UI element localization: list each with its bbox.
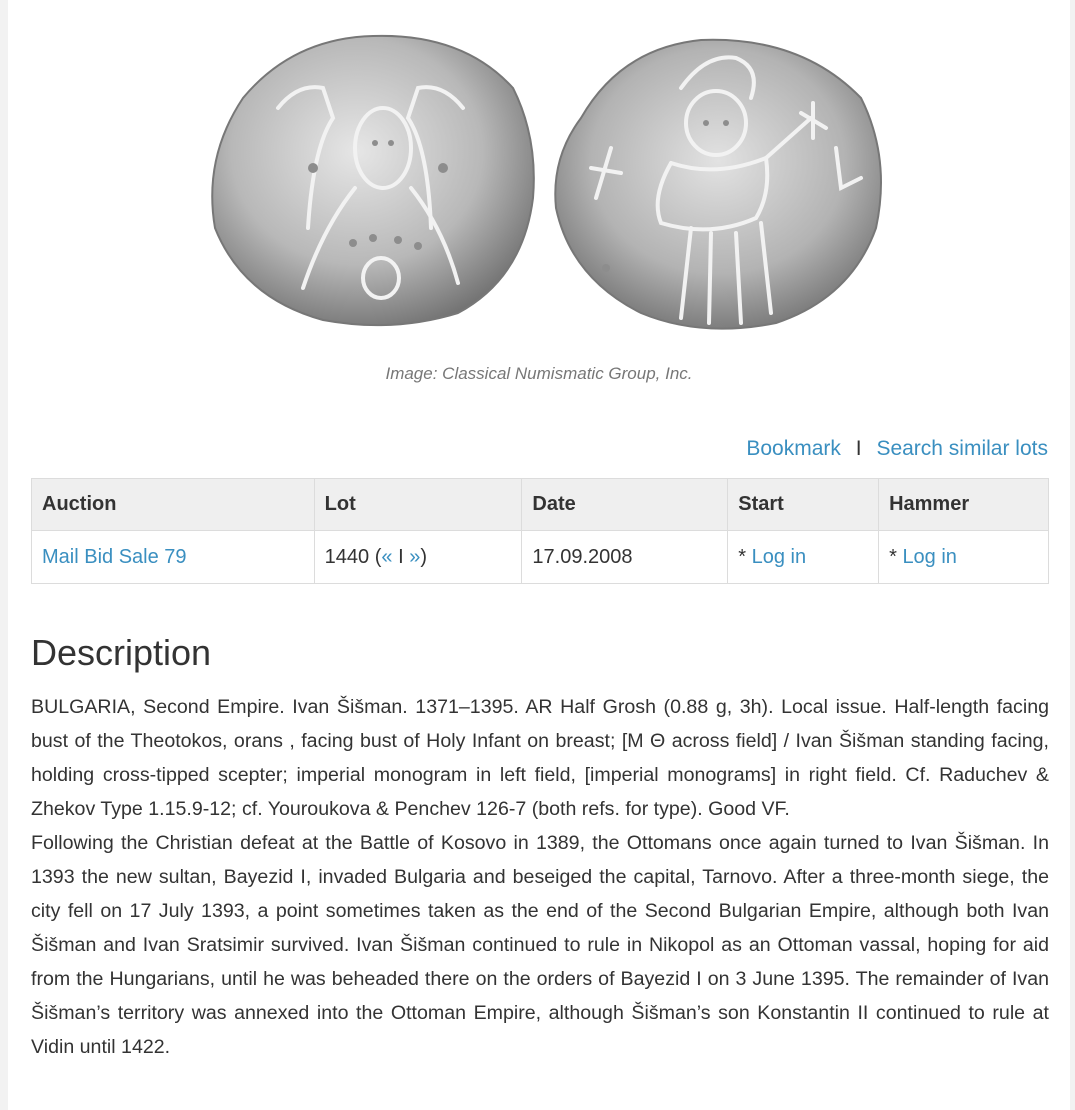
description-paragraph: Following the Christian defeat at the Battle of Kosovo in 1389, the Ottomans once again turned to Ivan Šišman. In 1393 the new sultan, Bayezid I, invaded Bulgaria and beseiged the capital, Tarnovo. After a three-month siege, the city fell on 17 July 1393, a point sometimes taken as the end of the Second Bulgarian Empire, although both Ivan Šišman and Ivan Sratsimir survived. Ivan Šišman continued to rule in Nikopol as an Ottoman vassal, hoping for aid from the Hungarians, until he was beheaded there on the orders of Bayezid I on 3 June 1395. The remainder of Ivan Šišman’s territory was annexed into the Ottoman Empire, although Šišman’s son Konstantin II continued to rule at Vidin until 1422. [31,832,1049,1058]
coin-obverse-icon [203,28,543,333]
header-lot: Lot [314,479,522,531]
hammer-prefix: * [889,545,897,568]
hammer-login-link[interactable]: Log in [902,545,957,568]
description-heading: Description [31,632,212,673]
lot-number: 1440 [324,545,370,568]
start-login-link[interactable]: Log in [751,545,807,568]
header-auction: Auction [32,479,315,531]
next-lot-link[interactable]: » [409,545,421,568]
coin-image[interactable] [203,28,893,333]
lot-nav-separator: I [398,545,404,568]
hammer-cell [879,531,1049,584]
start-prefix: * [738,545,747,568]
coin-reverse-icon [551,28,891,333]
description-paragraph: BULGARIA, Second Empire. Ivan Šišman. 1371–1395. AR Half Grosh (0.88 g, 3h). Local issue. Half-length facing bust of the Theotokos, orans , facing bust of Holy Infant on breast; [M Θ across field] / Ivan Šišman standing facing, holding cross-tipped scepter; imperial monogram in left field, [imperial monograms] in right field. Cf. Raduchev & Zhekov Type 1.15.9-12; cf. Youroukova & Penchev 126-7 (both refs. for type). Good VF. [31,696,1049,820]
lot-paren-close: ) [420,545,427,568]
lot-cell [314,531,522,584]
description-body [31,690,1049,1064]
search-similar-lots-link[interactable]: Search similar lots [876,437,1048,460]
bookmark-link[interactable]: Bookmark [746,437,841,460]
previous-lot-link[interactable]: « [381,545,393,568]
image-credit: Image: Classical Numismatic Group, Inc. [385,364,693,383]
lot-info-table [31,478,1049,584]
lot-actions [746,437,1048,461]
auction-link[interactable]: Mail Bid Sale 79 [42,545,187,568]
header-hammer: Hammer [879,479,1049,531]
auction-cell [32,531,315,584]
date-cell: 17.09.2008 [522,531,728,584]
table-row [32,531,1049,584]
lot-paren-open: ( [374,545,382,568]
actions-separator: I [855,437,862,460]
header-start: Start [728,479,879,531]
header-date: Date [522,479,728,531]
table-header-row [32,479,1049,531]
lot-page [8,0,1070,1110]
start-cell [728,531,879,584]
